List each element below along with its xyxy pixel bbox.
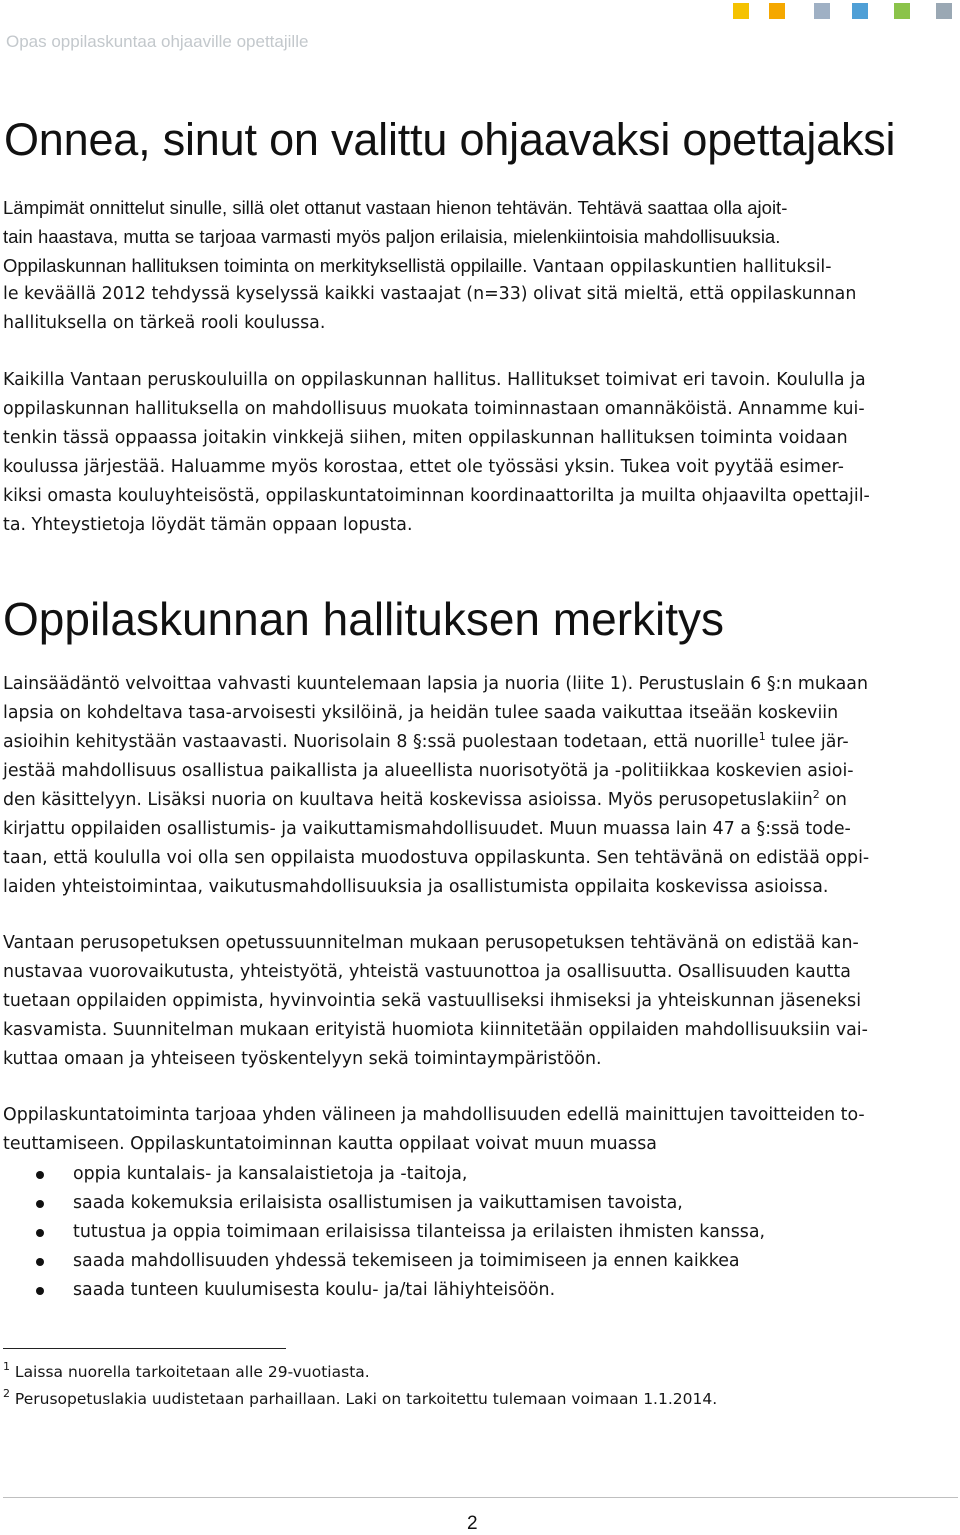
text-line: kuttaa omaan ja yhteiseen työskentelyyn sekä toimintaympäristöön. — [3, 1049, 602, 1069]
list-item — [0, 1160, 765, 1189]
section1-heading: Onnea, sinut on valittu ohjaavaksi opettajaksi — [4, 114, 896, 165]
text-line: Kaikilla Vantaan peruskouluilla on oppilaskunnan hallitus. Hallitukset toimivat eri tavoin. Koululla ja — [3, 370, 866, 390]
square-3 — [814, 3, 830, 19]
bullet-icon — [36, 1258, 44, 1266]
section2-paragraph-1 — [3, 670, 953, 902]
list-item — [0, 1189, 765, 1218]
section1-paragraph-1 — [3, 193, 953, 338]
square-5 — [894, 3, 910, 19]
bullet-icon — [36, 1229, 44, 1237]
text-line: Oppilaskuntatoiminta tarjoaa yhden välineen ja mahdollisuuden edellä mainittujen tavoitteiden to- — [3, 1105, 865, 1125]
text-run: den käsittelyyn. Lisäksi nuoria on kuultava heitä koskevissa asioissa. Myös perusopetuslakiin — [3, 790, 813, 810]
bullet-list — [0, 1160, 765, 1305]
running-header: Opas oppilaskuntaa ohjaaville opettajille — [6, 32, 309, 51]
bullet-icon — [36, 1287, 44, 1295]
text-line: taan, että koululla voi olla sen oppilaista muodostuva oppilaskunta. Sen tehtävänä on edistää oppi- — [3, 848, 870, 868]
text-line: kiksi omasta kouluyhteisöstä, oppilaskuntatoiminnan koordinaattorilta ja muilta ohjaavilta opettajil- — [3, 486, 870, 506]
text-line: oppilaskunnan hallituksella on mahdollisuus muokata toiminnastaan omannäköistä. Annamme kui- — [3, 399, 865, 419]
text-line: Lämpimät onnittelut sinulle, sillä olet ottanut vastaan hienon tehtävän. Tehtävä saattaa olla ajoit- — [3, 197, 788, 218]
section2-paragraph-3 — [3, 1101, 953, 1159]
text-line: koulussa järjestää. Haluamme myös korostaa, ettet ole työssäsi yksin. Tukea voit pyytää esimer- — [3, 457, 844, 477]
footnote-2 — [3, 1389, 717, 1409]
text-line: lapsia on kohdeltava tasa-arvoisesti yksilöinä, ja heidän tulee saada vaikuttaa itseään koskeviin — [3, 703, 839, 723]
text-line: kasvamista. Suunnitelman mukaan erityistä huomiota kiinnitetään oppilaiden mahdollisuuksiin vai- — [3, 1020, 868, 1040]
text-run: Oppilaskunnan hallituksen toiminta on merkityksellistä oppilaille. — [3, 255, 528, 276]
text-run: asioihin kehitystään vastaavasti. Nuorisolain 8 §:ssä puolestaan todetaan, että nuorille — [3, 732, 759, 752]
text-line: Lainsäädäntö velvoittaa vahvasti kuuntelemaan lapsia ja nuoria (liite 1). Perustuslain 6 §:n mukaan — [3, 674, 868, 694]
text-line: jestää mahdollisuus osallistua paikallista ja alueellista nuorisotyötä ja -politiikkaa koskevien asioi- — [3, 761, 854, 781]
square-4 — [852, 3, 868, 19]
text-line — [3, 251, 953, 280]
footer-divider — [3, 1497, 958, 1498]
square-6 — [936, 3, 952, 19]
text-line: tenkin tässä oppaassa joitakin vinkkejä siihen, miten oppilaskunnan hallituksen toiminta voidaan — [3, 428, 848, 448]
text-line: le keväällä 2012 tehdyssä kyselyssä kaikki vastaajat (n=33) olivat sitä mieltä, että oppilaskunnan — [3, 284, 857, 304]
text-line: tuetaan oppilaiden oppimista, hyvinvointia sekä vastuulliseksi ihmiseksi ja yhteiskunnan jäseneksi — [3, 991, 862, 1011]
square-1 — [733, 3, 749, 19]
section2-paragraph-2 — [3, 929, 953, 1074]
list-item-text: saada tunteen kuulumisesta koulu- ja/tai lähiyhteisöön. — [73, 1280, 556, 1300]
text-line — [3, 786, 953, 815]
text-line: hallituksella on tärkeä rooli koulussa. — [3, 313, 326, 333]
footnote-text: Perusopetuslakia uudistetaan parhaillaan. Laki on tarkoitettu tulemaan voimaan 1.1.2014. — [10, 1390, 718, 1408]
bullet-icon — [36, 1200, 44, 1208]
footnote-1 — [3, 1362, 370, 1382]
list-item-text: saada mahdollisuuden yhdessä tekemiseen ja toimimiseen ja ennen kaikkea — [73, 1251, 740, 1271]
section2-heading: Oppilaskunnan hallituksen merkitys — [3, 593, 725, 645]
page-number: 2 — [467, 1513, 478, 1534]
text-line: nustavaa vuorovaikutusta, yhteistyötä, yhteistä vastuunottoa ja osallisuutta. Osallisuuden kautta — [3, 962, 851, 982]
text-run: Vantaan oppilaskuntien hallituksil- — [527, 257, 832, 277]
text-line: kirjattu oppilaiden osallistumis- ja vaikuttamismahdollisuudet. Muun muassa lain 47 a §:ssä tode- — [3, 819, 851, 839]
footnote-ref: 2 — [812, 788, 820, 801]
text-line: laiden yhteistoimintaa, vaikutusmahdollisuuksia ja osallistumista oppilaita koskevissa asioissa. — [3, 877, 829, 897]
section1-paragraph-2 — [3, 366, 953, 540]
text-line: ta. Yhteystietoja löydät tämän oppaan lopusta. — [3, 515, 413, 535]
text-run: on — [819, 790, 847, 810]
footnote-ref: 1 — [758, 730, 766, 743]
footnote-number: 2 — [3, 1387, 10, 1400]
list-item-text: saada kokemuksia erilaisista osallistumisen ja vaikuttamisen tavoista, — [73, 1193, 683, 1213]
list-item-text: tutustua ja oppia toimimaan erilaisissa tilanteissa ja erilaisten ihmisten kanssa, — [73, 1222, 766, 1242]
footnote-number: 1 — [3, 1360, 10, 1373]
list-item — [0, 1247, 765, 1276]
footnote-text: Laissa nuorella tarkoitetaan alle 29-vuotiasta. — [10, 1363, 370, 1381]
list-item — [0, 1218, 765, 1247]
text-line: tain haastava, mutta se tarjoaa varmasti myös paljon erilaisia, mielenkiintoisia mahdollisuuksia. — [3, 226, 781, 247]
footnote-divider — [3, 1348, 286, 1349]
text-line: teuttamiseen. Oppilaskuntatoiminnan kautta oppilaat voivat muun muassa — [3, 1134, 657, 1154]
bullet-icon — [36, 1171, 44, 1179]
text-line — [3, 728, 953, 757]
list-item — [0, 1276, 765, 1305]
text-line: Vantaan perusopetuksen opetussuunnitelman mukaan perusopetuksen tehtävänä on edistää kan- — [3, 933, 859, 953]
list-item-text: oppia kuntalais- ja kansalaistietoja ja -taitoja, — [73, 1164, 468, 1184]
square-2 — [769, 3, 785, 19]
text-run: tulee jär- — [765, 732, 849, 752]
